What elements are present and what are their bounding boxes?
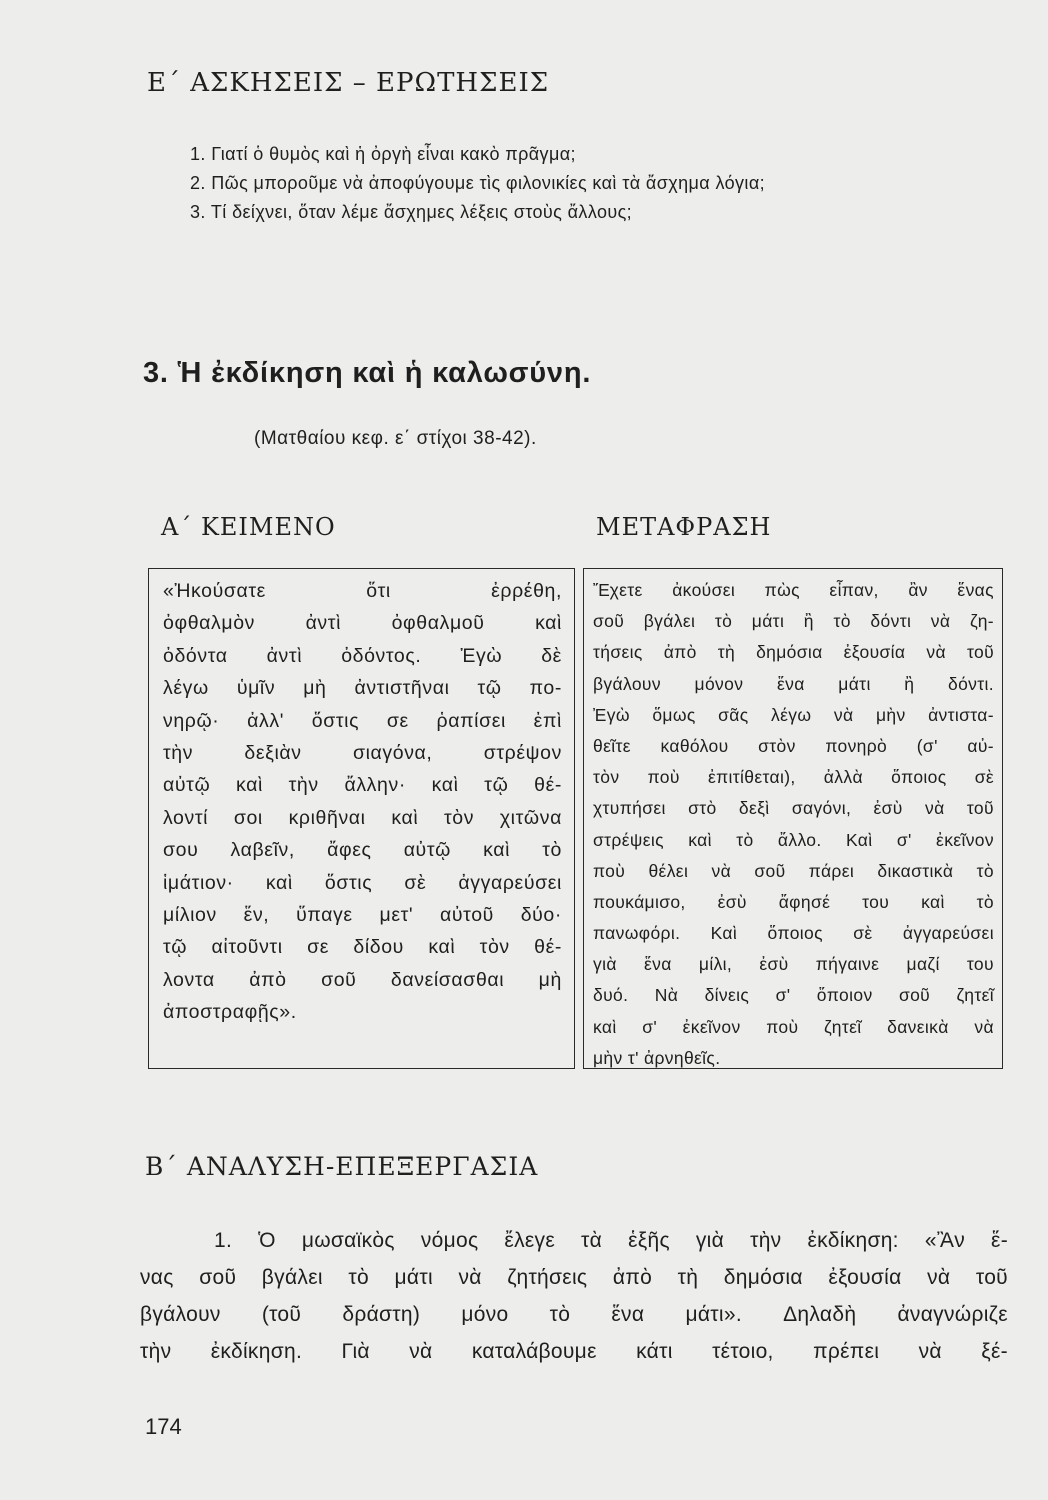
text-line: 1. Ὁ μωσαϊκὸς νόμος ἔλεγε τὰ ἑξῆς γιὰ τὴν ἐκδίκηση: «Ἂν ἕ- [214,1229,1008,1252]
questions-list [190,140,765,227]
text-line: τὸν ποὺ ἐπιτίθεται), ἀλλὰ ὅποιος σὲ [593,767,994,788]
chapter-title: 3. Ἡ ἐκδίκηση καὶ ἡ καλωσύνη. [143,357,592,389]
text-line: αὐτῷ καὶ τὴν ἄλλην· καὶ τῷ θέ- [163,774,562,797]
text-line: τήσεις ἀπὸ τὴ δημόσια ἐξουσία νὰ τοῦ [593,642,994,663]
exercises-heading: Ε΄ ΑΣΚΗΣΕΙΣ – ΕΡΩΤΗΣΕΙΣ [147,68,550,98]
text-line: λοντί σοι κριθῆναι καὶ τὸν χιτῶνα [163,806,562,829]
text-line: ἀποστραφῇς». [163,1001,297,1024]
original-text-heading: Α΄ ΚΕΙΜΕΝΟ [161,513,336,541]
text-line: θεῖτε καθόλου στὸν πονηρὸ (σ' αὐ- [593,735,994,756]
question-item: 1. Γιατί ὁ θυμὸς καὶ ἡ ὀργὴ εἶναι κακὸ πρᾶγμα; [190,144,576,164]
text-line: ὀδόντα ἀντὶ ὀδόντος. Ἐγὼ δὲ [163,644,562,667]
analysis-paragraph [140,1222,1008,1370]
translation-box [583,568,1003,1069]
text-line: τῷ αἰτοῦντι σε δίδου καὶ τὸν θέ- [163,936,562,959]
text-line: «Ἠκούσατε ὅτι ἐρρέθη, [163,580,562,602]
text-line: λέγω ὑμῖν μὴ ἀντιστῆναι τῷ πο- [163,677,562,700]
text-line: πανωφόρι. Καὶ ὅποιος σὲ ἀγγαρεύσει [593,923,994,944]
text-line: δυό. Νὰ δίνεις σ' ὅποιον σοῦ ζητεῖ [593,985,994,1006]
text-line: τὴν δεξιὰν σιαγόνα, στρέψον [163,741,562,764]
text-line: ποὺ θέλει νὰ σοῦ πάρει δικαστικὰ τὸ [593,860,994,881]
text-line: στρέψεις καὶ τὸ ἄλλο. Καὶ σ' ἐκεῖνον [593,829,994,850]
text-line: τὴν ἐκδίκηση. Γιὰ νὰ καταλάβουμε κάτι τέτοιο, πρέπει νὰ ξέ- [140,1340,1008,1363]
text-line: ἱμάτιον· καὶ ὅστις σὲ ἀγγαρεύσει [163,871,562,894]
text-line: ὀφθαλμὸν ἀντὶ ὀφθαλμοῦ καὶ [163,612,562,635]
analysis-heading: Β΄ ΑΝΑΛΥΣΗ-ΕΠΕΞΕΡΓΑΣΙΑ [145,1152,539,1181]
text-line: σοῦ βγάλει τὸ μάτι ἢ τὸ δόντι νὰ ζη- [593,611,994,632]
original-text-box [148,568,575,1069]
translation-heading: ΜΕΤΑΦΡΑΣΗ [596,513,772,541]
text-line: σου λαβεῖν, ἄφες αὐτῷ καὶ τὸ [163,839,562,862]
text-line: βγάλουν (τοῦ δράστη) μόνο τὸ ἕνα μάτι». Δηλαδὴ ἀναγνώριζε [140,1303,1008,1326]
text-line: βγάλουν μόνον ἕνα μάτι ἢ δόντι. [593,673,994,694]
text-line: χτυπήσει στὸ δεξὶ σαγόνι, ἐσὺ νὰ τοῦ [593,798,994,819]
scripture-reference: (Ματθαίου κεφ. ε΄ στίχοι 38-42). [254,428,537,449]
text-line: Ἔχετε ἀκούσει πὼς εἶπαν, ἂν ἕνας [593,580,994,600]
text-line: Ἐγὼ ὅμως σᾶς λέγω νὰ μὴν ἀντιστα- [593,704,994,725]
text-line: λοντα ἀπὸ σοῦ δανείσασθαι μὴ [163,968,562,991]
page-number: 174 [145,1414,182,1439]
text-line: γιὰ ἕνα μίλι, ἐσὺ πήγαινε μαζί του [593,954,994,975]
text-line: νας σοῦ βγάλει τὸ μάτι νὰ ζητήσεις ἀπὸ τὴ δημόσια ἐξουσία νὰ τοῦ [140,1266,1008,1289]
question-item: 2. Πῶς μποροῦμε νὰ ἀποφύγουμε τὶς φιλονικίες καὶ τὰ ἄσχημα λόγια; [190,173,766,193]
text-line: μὴν τ' ἀρνηθεῖς. [593,1047,721,1068]
text-line: μίλιον ἕν, ὕπαγε μετ' αὐτοῦ δύο· [163,903,562,926]
text-line: νηρῷ· ἀλλ' ὅστις σε ῥαπίσει ἐπὶ [163,709,562,732]
text-line: καὶ σ' ἐκεῖνον ποὺ ζητεῖ δανεικὰ νὰ [593,1016,994,1037]
text-line: πουκάμισο, ἐσὺ ἄφησέ του καὶ τὸ [593,891,994,912]
question-item: 3. Τί δείχνει, ὅταν λέμε ἄσχημες λέξεις στοὺς ἄλλους; [190,202,633,222]
